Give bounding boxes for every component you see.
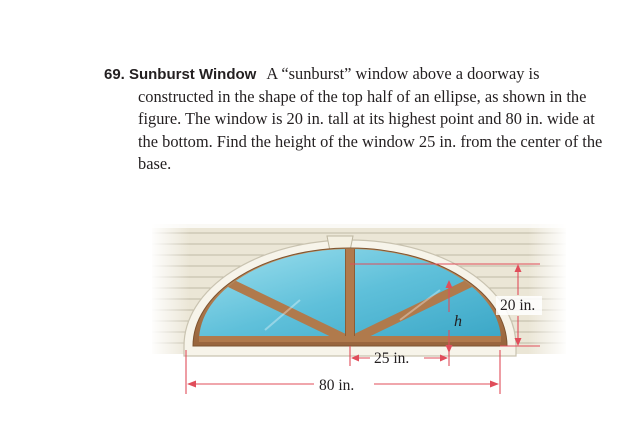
problem-number: 69. [104, 66, 125, 83]
problem-title: Sunburst Window [128, 66, 257, 83]
problem-text: A “sunburst” window above a doorway is constructed in the shape of the top half of an ellipse, as shown in the figure. The window is 20 in. tall at its highest point and 80 in. wide at the bottom. Find the height of the window 25 in. from the center of the base. [138, 64, 603, 173]
label-height-20: 20 in. [500, 297, 536, 314]
label-width-80: 80 in. [319, 377, 355, 394]
label-offset-25: 25 in. [374, 350, 410, 367]
label-h: h [454, 313, 462, 330]
